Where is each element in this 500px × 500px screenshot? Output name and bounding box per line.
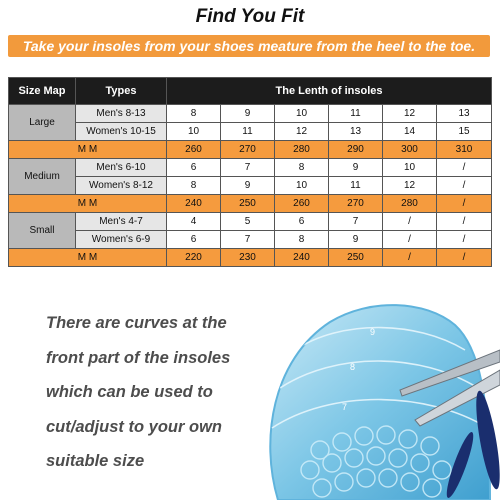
mm-value-cell: 270 bbox=[329, 195, 383, 213]
size-group-label: Large bbox=[9, 105, 76, 141]
size-value-cell: 8 bbox=[167, 177, 221, 195]
header-size-map: Size Map bbox=[9, 78, 76, 105]
size-value-cell: 11 bbox=[329, 105, 383, 123]
mm-row bbox=[9, 249, 492, 267]
mm-value-cell: 250 bbox=[329, 249, 383, 267]
mm-value-cell: 300 bbox=[383, 141, 437, 159]
page-title: Find You Fit bbox=[195, 6, 305, 27]
size-value-cell: 10 bbox=[275, 105, 329, 123]
note-line: There are curves at the bbox=[46, 314, 227, 332]
table-header-row bbox=[9, 78, 492, 105]
mm-value-cell: 240 bbox=[167, 195, 221, 213]
mm-value-cell: 260 bbox=[167, 141, 221, 159]
size-value-cell: 8 bbox=[167, 105, 221, 123]
mm-value-cell: 220 bbox=[167, 249, 221, 267]
size-value-cell: 14 bbox=[383, 123, 437, 141]
cut-mark-9: 9 bbox=[370, 327, 376, 337]
size-value-cell: 11 bbox=[221, 123, 275, 141]
mm-value-cell: 270 bbox=[221, 141, 275, 159]
size-value-cell: 8 bbox=[275, 231, 329, 249]
size-value-cell: 10 bbox=[383, 159, 437, 177]
table-row bbox=[9, 231, 492, 249]
type-cell: Men's 6-10 bbox=[76, 159, 167, 177]
mm-value-cell: 280 bbox=[383, 195, 437, 213]
table-row bbox=[9, 213, 492, 231]
cutting-note bbox=[46, 306, 266, 479]
mm-value-cell: 310 bbox=[437, 141, 492, 159]
size-value-cell: / bbox=[437, 159, 492, 177]
size-value-cell: 9 bbox=[221, 177, 275, 195]
size-value-cell: / bbox=[437, 231, 492, 249]
mm-value-cell: 260 bbox=[275, 195, 329, 213]
mm-label: M M bbox=[9, 249, 167, 267]
size-value-cell: 15 bbox=[437, 123, 492, 141]
size-value-cell: 7 bbox=[221, 159, 275, 177]
type-cell: Women's 10-15 bbox=[76, 123, 167, 141]
type-cell: Women's 6-9 bbox=[76, 231, 167, 249]
table-row bbox=[9, 123, 492, 141]
mm-row bbox=[9, 141, 492, 159]
size-value-cell: 7 bbox=[329, 213, 383, 231]
mm-value-cell: 250 bbox=[221, 195, 275, 213]
type-cell: Men's 8-13 bbox=[76, 105, 167, 123]
size-value-cell: / bbox=[383, 213, 437, 231]
type-cell: Women's 8-12 bbox=[76, 177, 167, 195]
mm-value-cell: / bbox=[437, 249, 492, 267]
mm-row bbox=[9, 195, 492, 213]
instruction-banner: Take your insoles from your shoes meature from the heel to the toe. bbox=[8, 35, 490, 57]
note-line: which can be used to bbox=[46, 383, 213, 401]
header-types: Types bbox=[76, 78, 167, 105]
mm-value-cell: 240 bbox=[275, 249, 329, 267]
size-value-cell: 8 bbox=[275, 159, 329, 177]
size-value-cell: 12 bbox=[383, 177, 437, 195]
size-value-cell: 13 bbox=[437, 105, 492, 123]
size-value-cell: 5 bbox=[221, 213, 275, 231]
table-row bbox=[9, 159, 492, 177]
size-value-cell: / bbox=[437, 213, 492, 231]
note-line: suitable size bbox=[46, 452, 145, 470]
size-value-cell: 9 bbox=[329, 231, 383, 249]
note-line: front part of the insoles bbox=[46, 348, 231, 367]
size-chart-table bbox=[8, 77, 492, 267]
size-group-label: Medium bbox=[9, 159, 76, 195]
cut-mark-7: 7 bbox=[342, 402, 348, 412]
size-value-cell: / bbox=[437, 177, 492, 195]
mm-value-cell: 290 bbox=[329, 141, 383, 159]
size-value-cell: 6 bbox=[167, 231, 221, 249]
mm-value-cell: 280 bbox=[275, 141, 329, 159]
size-value-cell: 12 bbox=[383, 105, 437, 123]
size-group-label: Small bbox=[9, 213, 76, 249]
size-value-cell: 10 bbox=[275, 177, 329, 195]
note-line: cut/adjust to your own bbox=[46, 417, 222, 436]
type-cell: Men's 4-7 bbox=[76, 213, 167, 231]
size-value-cell: / bbox=[383, 231, 437, 249]
size-value-cell: 10 bbox=[167, 123, 221, 141]
size-value-cell: 6 bbox=[275, 213, 329, 231]
mm-label: M M bbox=[9, 141, 167, 159]
insole-illustration bbox=[250, 290, 500, 500]
size-value-cell: 11 bbox=[329, 177, 383, 195]
size-value-cell: 13 bbox=[329, 123, 383, 141]
mm-value-cell: / bbox=[437, 195, 492, 213]
mm-label: M M bbox=[9, 195, 167, 213]
table-row bbox=[9, 177, 492, 195]
mm-value-cell: / bbox=[383, 249, 437, 267]
size-value-cell: 7 bbox=[221, 231, 275, 249]
size-value-cell: 9 bbox=[329, 159, 383, 177]
size-value-cell: 4 bbox=[167, 213, 221, 231]
cut-mark-8: 8 bbox=[350, 362, 356, 372]
header-insole-length: The Lenth of insoles bbox=[167, 78, 492, 105]
size-value-cell: 12 bbox=[275, 123, 329, 141]
size-value-cell: 6 bbox=[167, 159, 221, 177]
size-value-cell: 9 bbox=[221, 105, 275, 123]
table-row bbox=[9, 105, 492, 123]
mm-value-cell: 230 bbox=[221, 249, 275, 267]
